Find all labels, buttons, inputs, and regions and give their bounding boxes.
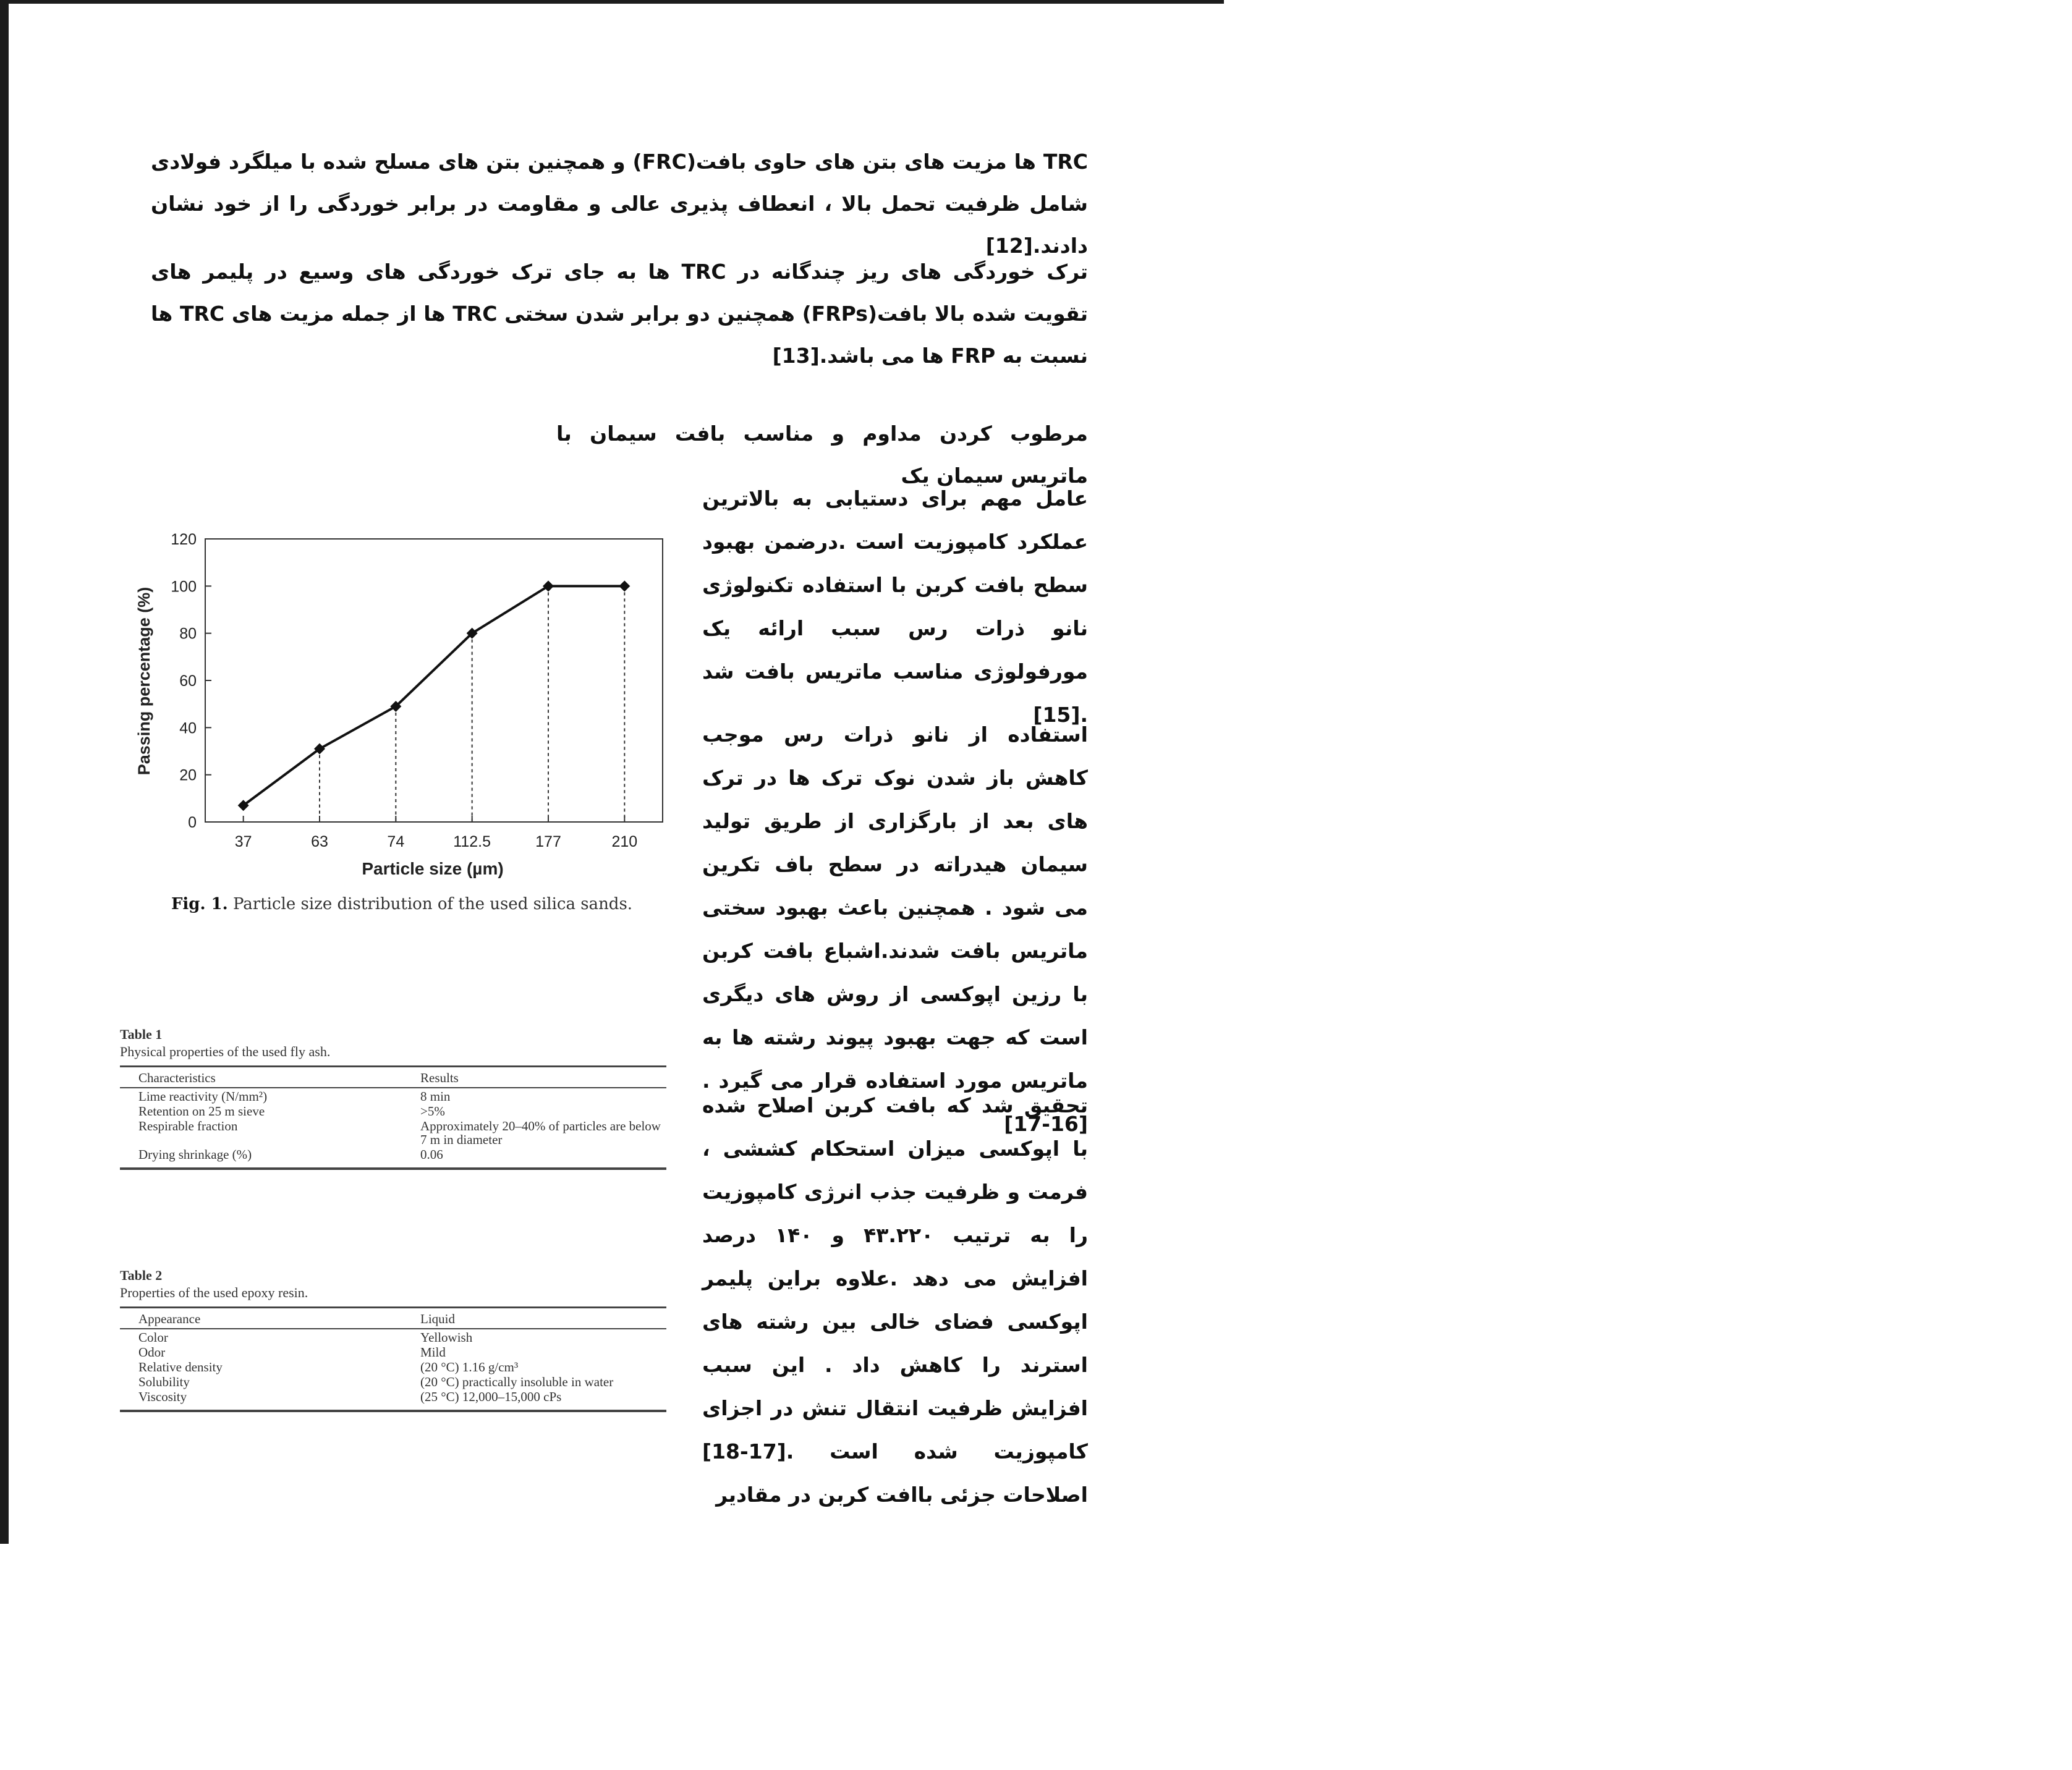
table-row [120, 1374, 666, 1389]
chart-y-tick-label: 120 [171, 531, 197, 548]
table-cell: (20 °C) 1.16 g/cm³ [420, 1360, 519, 1374]
table1-subtitle: Physical properties of the used fly ash. [120, 1044, 331, 1059]
table-row [120, 1344, 666, 1359]
table-cell: Lime reactivity (N/mm²) [138, 1089, 268, 1104]
figure-caption [124, 895, 680, 913]
paragraph-trc-advantages: TRC ها مزیت های بتن های حاوی بافت(FRC) و همچنین بتن های مسلح شده با میلگرد فولادی شامل ظرفیت تحمل بالا ، انعطاف پذیری عالی و مقاومت در برابر خوردگی را از خود نشان دادند.[12] [151, 150, 1088, 258]
table2-title: Table 2 [120, 1268, 163, 1283]
chart-series-line [244, 586, 625, 805]
chart-x-tick-label: 112.5 [453, 833, 491, 850]
table-row [120, 1329, 666, 1344]
table2-subtitle: Properties of the used epoxy resin. [120, 1285, 308, 1300]
table1-title: Table 1 [120, 1027, 163, 1042]
chart-y-tick-label: 20 [179, 766, 197, 784]
table1-header-results: Results [420, 1070, 459, 1085]
chart-x-tick-label: 63 [311, 833, 328, 850]
chart-x-tick-label: 74 [387, 833, 405, 850]
table-cell: Drying shrinkage (%) [138, 1147, 252, 1162]
table-cell: Retention on 25 m sieve [138, 1104, 265, 1119]
table-row [120, 1103, 666, 1118]
paragraph-column-1: عامل مهم برای دستیابی به بالاترین عملکرد کامپوزیت است .درضمن بهبود سطح بافت کربن با استفاده تکنولوژی نانو ذرات رس سبب ارائه یک مورفولوژی مناسب ماتریس بافت شد .[15] [702, 486, 1088, 727]
table2-header-liquid: Liquid [420, 1311, 455, 1326]
table-cell: 0.06 [420, 1147, 443, 1162]
chart-y-tick-label: 100 [171, 578, 197, 596]
paragraph-column-3: تحقیق شد که بافت کربن اصلاح شده با اپوکسی میزان استحکام کششی ، فرمت و ظرفیت جذب انرژی کامپوزیت را به ترتیب ۴۳.۲۲۰ و ۱۴۰ درصد افزایش می دهد .علاوه براین پلیمر اپوکسی فضای خالی بین رشته های استرند را کاهش داد . این سبب افزایش ظرفیت انتقال تنش در اجزای کامپوزیت شده است .[17-18] اصلاحات جزئی باافت کربن در مقادیر [702, 1093, 1088, 1507]
figure-caption-label: Fig. 1. [171, 895, 228, 913]
table2-header-row [120, 1308, 666, 1329]
figure-caption-text: Particle size distribution of the used silica sands. [232, 895, 633, 913]
table1-header-row [120, 1067, 666, 1088]
paragraph-column-2: استفاده از نانو ذرات رس موجب کاهش باز شدن نوک ترک ها در ترک های بعد از بارگزاری از طریق تولید سیمان هیدراته در سطح باف تکرین می شود . همچنین باعث بهبود سختی ماتریس بافت شدند.اشباع بافت کربن با رزین اپوکسی از روش های دیگری است که جهت بهبود پیوند رشته ها به ماتریس مورد استفاده قرار می گیرد .[16-17] [702, 722, 1088, 1136]
chart-x-tick-label: 210 [611, 833, 638, 850]
window-top-border [0, 0, 1224, 4]
table-cell: Mild [420, 1345, 446, 1360]
table-cell: Approximately 20–40% of particles are below 7 m in diameter [420, 1119, 661, 1147]
particle-size-chart [124, 519, 680, 890]
chart-data-point [619, 580, 630, 591]
table2-header-appearance: Appearance [138, 1311, 201, 1326]
table-cell: >5% [420, 1104, 445, 1119]
table-row [120, 1118, 666, 1146]
chart-y-tick-label: 0 [188, 814, 197, 831]
chart-data-point [543, 580, 554, 591]
table-cell: 8 min [420, 1089, 451, 1104]
table-cell: Color [138, 1330, 168, 1345]
table-cell: Relative density [138, 1360, 223, 1374]
paragraph-heading-wetting: مرطوب کردن مداوم و مناسب بافت سیمان با ماتریس سیمان یک [556, 421, 1088, 488]
table-cell: Odor [138, 1345, 166, 1360]
chart-y-tick-label: 40 [179, 719, 197, 737]
chart-x-tick-label: 177 [535, 833, 561, 850]
table-cell: Solubility [138, 1374, 190, 1389]
chart-x-tick-label: 37 [234, 833, 252, 850]
table-epoxy-resin [120, 1267, 666, 1412]
table-cell: (25 °C) 12,000–15,000 cPs [420, 1389, 562, 1404]
table-cell: Respirable fraction [138, 1119, 238, 1133]
table-row [120, 1088, 666, 1103]
chart-y-tick-label: 60 [179, 672, 197, 690]
table-row [120, 1359, 666, 1374]
paragraph-trc-cracking: ترک خوردگی های ریز چندگانه در TRC ها به جای ترک خوردگی های وسیع در پلیمر های تقویت شده بالا بافت(FRPs) همچنین دو برابر شدن سختی TRC ها از جمله مزیت های TRC ها نسبت به FRP ها می باشد.[13] [151, 260, 1088, 368]
chart-y-axis-label: Passing percentage (%) [135, 586, 153, 776]
table-row [120, 1146, 666, 1169]
table-cell: Viscosity [138, 1389, 187, 1404]
table-fly-ash [120, 1026, 666, 1170]
chart-x-axis-label: Particle size (µm) [362, 859, 504, 878]
table-row [120, 1389, 666, 1411]
table1-header-characteristics: Characteristics [138, 1070, 216, 1085]
table-cell: (20 °C) practically insoluble in water [420, 1374, 614, 1389]
table-cell: Yellowish [420, 1330, 473, 1345]
window-left-border [0, 0, 9, 1544]
chart-y-tick-label: 80 [179, 625, 197, 643]
chart-plot-frame [205, 539, 663, 822]
